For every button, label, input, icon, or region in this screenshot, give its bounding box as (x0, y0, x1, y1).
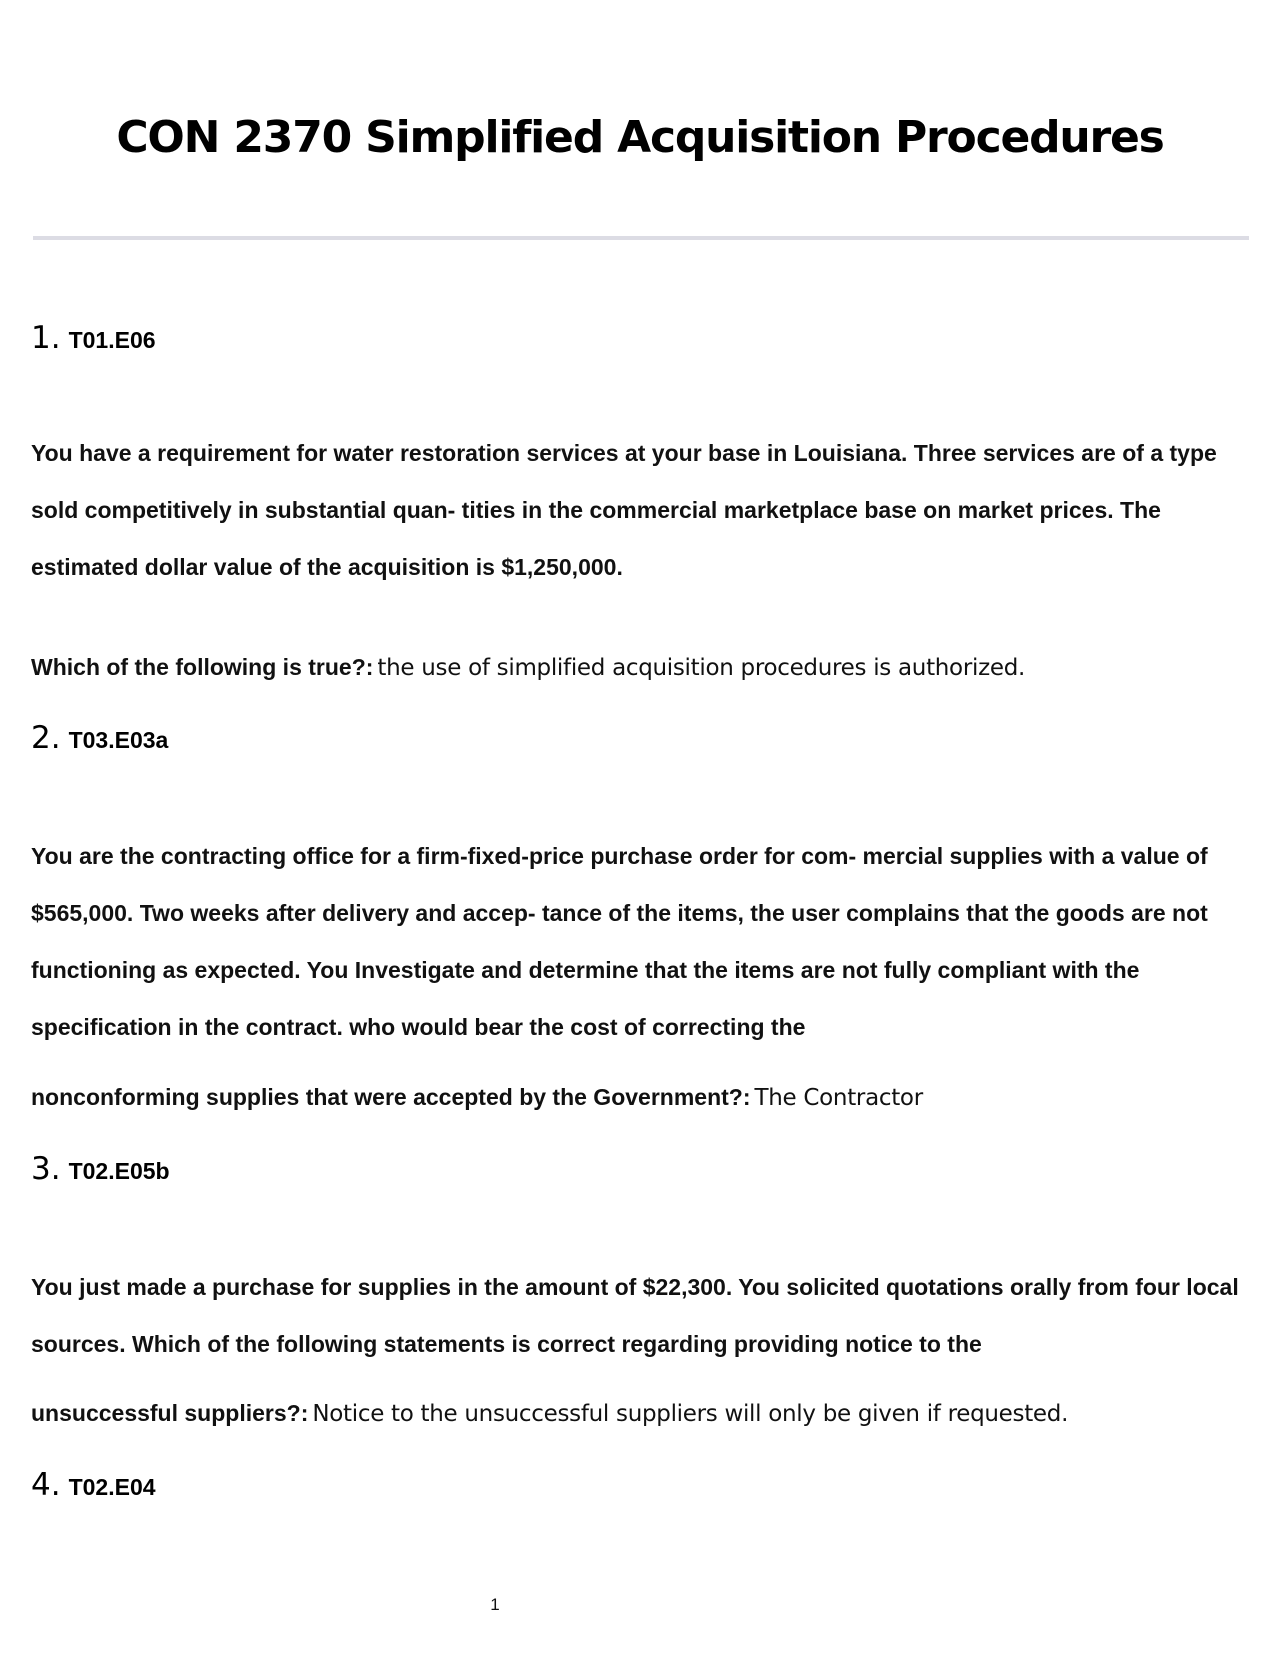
page-title: CON 2370 Simplified Acquisition Procedures (116, 112, 1164, 163)
question-prompt: unsuccessful suppliers?: (31, 1400, 309, 1426)
question-3-text: You just made a purchase for supplies in the amount of $22,300. You solicited quotations orally from four local sources. Which of the following statements is correct regarding providing notice to the (31, 1274, 1239, 1357)
question-number: 4. (31, 1467, 61, 1503)
question-number: 1. (31, 320, 61, 356)
question-prompt: nonconforming supplies that were accepted by the Government?: (31, 1084, 751, 1110)
page-number: 1 (490, 1595, 500, 1614)
question-answer: Notice to the unsuccessful suppliers will only be given if requested. (312, 1401, 1069, 1427)
question-code: T02.E05b (68, 1158, 170, 1184)
question-number: 2. (31, 720, 61, 756)
question-2-prompt-line (31, 1080, 923, 1118)
question-3-prompt-line (31, 1396, 1068, 1434)
question-answer: the use of simplified acquisition procedures is authorized. (377, 655, 1026, 681)
question-4-heading (31, 1467, 156, 1503)
question-2-heading (31, 720, 168, 756)
title-divider (33, 236, 1249, 240)
question-code: T02.E04 (68, 1474, 156, 1500)
question-1-prompt-line (31, 650, 1025, 688)
question-code: T03.E03a (68, 727, 169, 753)
question-3-heading (31, 1151, 170, 1187)
question-1-heading (31, 320, 156, 356)
question-prompt: Which of the following is true?: (31, 654, 374, 680)
question-number: 3. (31, 1151, 61, 1187)
question-1-text: You have a requirement for water restoration services at your base in Louisiana. Three services are of a type sold competitively in substantial quan- tities in the commercial marketplace base on market prices. The estimated dollar value of the acquisition is $1,250,000. (31, 440, 1217, 580)
question-code: T01.E06 (68, 327, 156, 353)
question-answer: The Contractor (754, 1085, 923, 1111)
question-2-text: You are the contracting office for a firm-fixed-price purchase order for com- mercial supplies with a value of $565,000. Two weeks after delivery and accep- tance of the items, the user complains that the goods are not functioning as expected. You Investigate and determine that the items are not fully compliant with the specification in the contract. who would bear the cost of correcting the (31, 843, 1208, 1040)
